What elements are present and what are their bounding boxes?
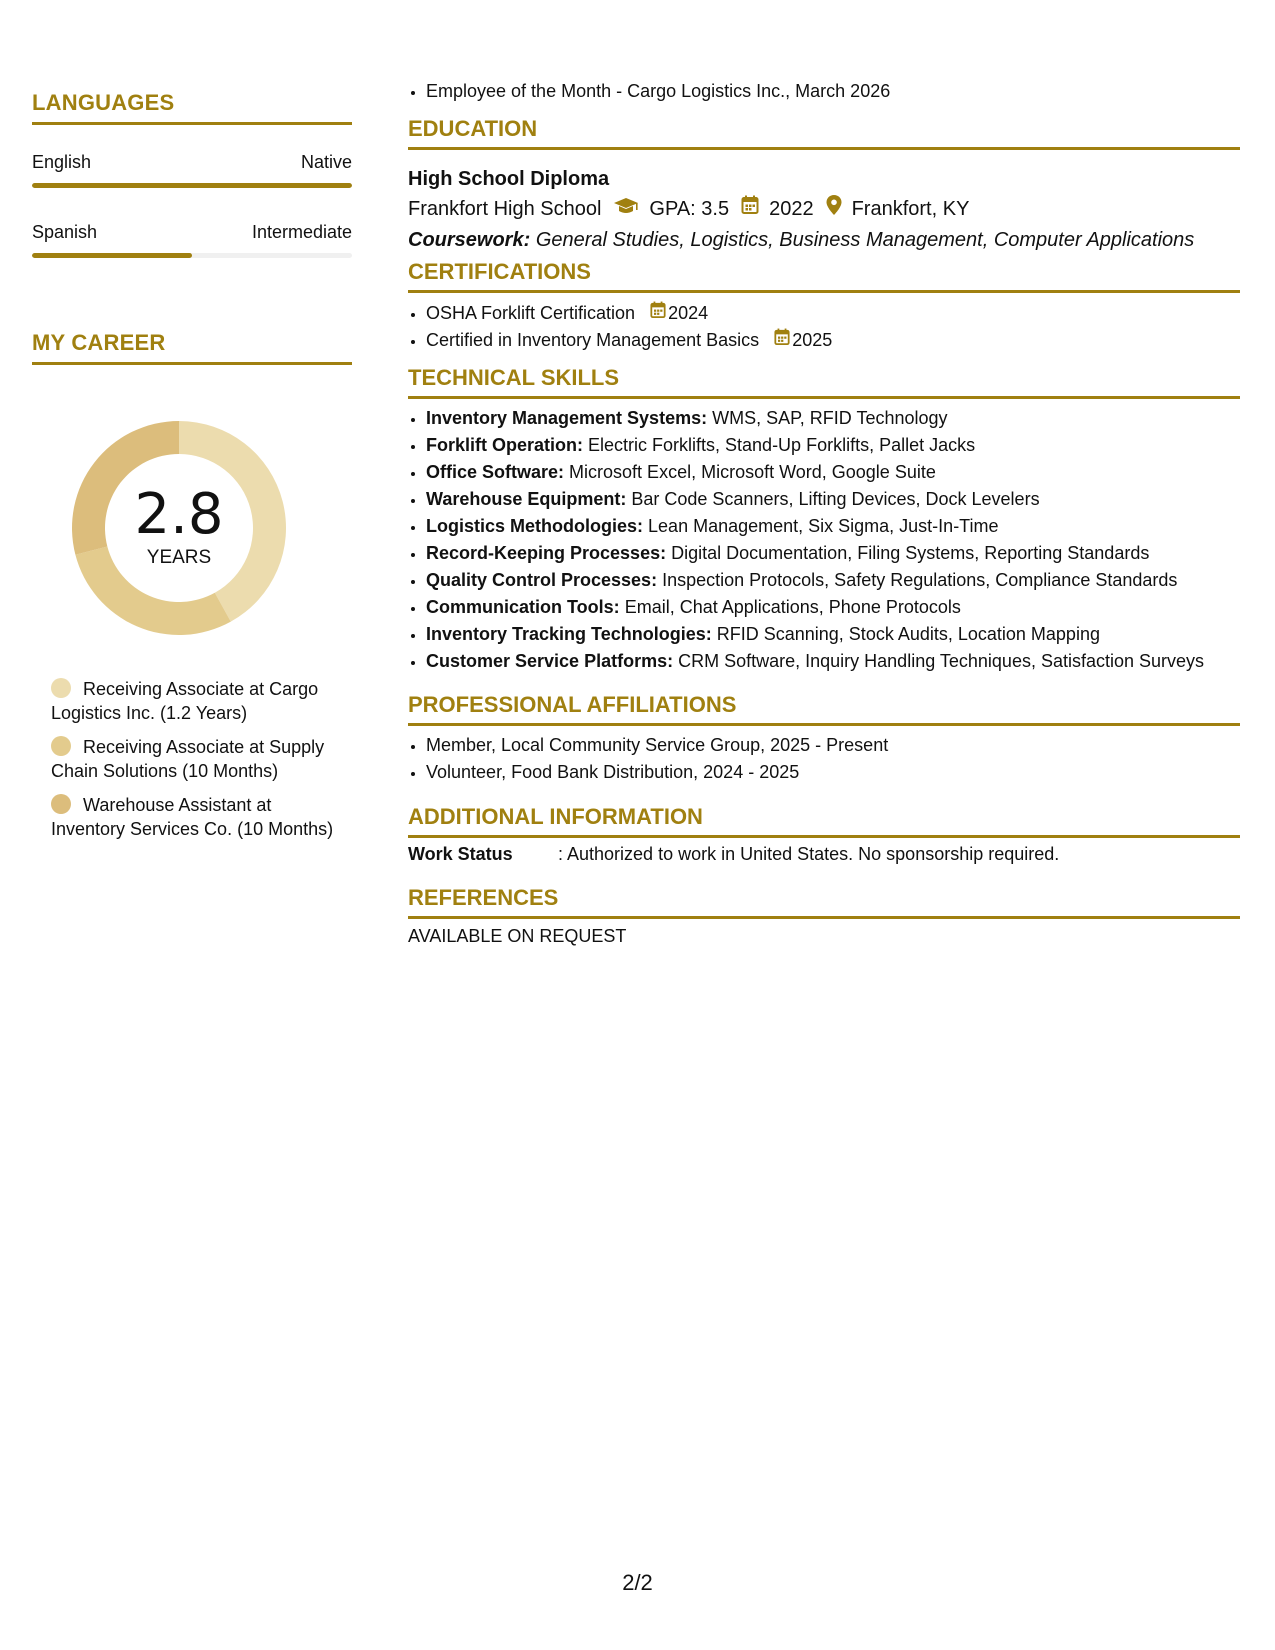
references-text: AVAILABLE ON REQUEST: [408, 926, 627, 946]
education-entry: [408, 164, 1240, 256]
coursework-text: General Studies, Logistics, Business Management, Computer Applications: [535, 229, 1195, 251]
skill-label: Record-Keeping Processes:: [426, 543, 667, 563]
certification-item: [426, 300, 832, 327]
graduation-cap-icon: [613, 194, 639, 225]
skill-value: Inspection Protocols, Safety Regulations, Compliance Standards: [662, 570, 1178, 590]
references-heading: REFERENCES: [408, 885, 1240, 919]
coursework-label: Coursework:: [408, 229, 531, 251]
certification-year: 2025: [792, 330, 833, 350]
page-number: 2/2: [622, 1570, 653, 1595]
donut-center: [66, 415, 292, 641]
calendar-icon: [650, 300, 666, 327]
affiliation-item: • Volunteer, Food Bank Distribution, 2024 - 2025: [426, 759, 888, 786]
graduation-year: 2022: [769, 198, 814, 220]
legend-dot: [51, 794, 71, 814]
skill-value: Lean Management, Six Sigma, Just-In-Time: [648, 516, 999, 536]
skills-list: [408, 405, 1204, 675]
career-item-text: Receiving Associate at Cargo Logistics Inc. (1.2 Years): [51, 679, 319, 723]
map-pin-icon: [826, 194, 842, 225]
skill-item: [426, 621, 1204, 648]
certification-year: 2024: [668, 303, 709, 323]
skill-item: [426, 459, 1204, 486]
skill-item: [426, 513, 1204, 540]
career-item: [51, 677, 341, 725]
work-status-label: Work Status: [408, 844, 513, 864]
calendar-icon: [774, 327, 790, 354]
skill-item: [426, 432, 1204, 459]
language-spanish: [32, 222, 352, 243]
career-donut: [66, 415, 292, 641]
additional-heading: ADDITIONAL INFORMATION: [408, 804, 1240, 838]
skill-value: Electric Forklifts, Stand-Up Forklifts, Pallet Jacks: [588, 435, 976, 455]
skill-value: WMS, SAP, RFID Technology: [712, 408, 948, 428]
skill-label: Customer Service Platforms:: [426, 651, 674, 671]
education-heading: EDUCATION: [408, 116, 1240, 150]
skill-value: Digital Documentation, Filing Systems, Reporting Standards: [671, 543, 1150, 563]
languages-heading: LANGUAGES: [32, 90, 352, 125]
language-bar-spanish: [32, 253, 352, 258]
certification-name: OSHA Forklift Certification: [426, 303, 636, 323]
skill-item: [426, 486, 1204, 513]
legend-dot: [51, 678, 71, 698]
skill-value: Microsoft Excel, Microsoft Word, Google Suite: [569, 462, 936, 482]
career-unit: YEARS: [146, 547, 212, 568]
work-status-value: : Authorized to work in United States. No sponsorship required.: [558, 844, 1060, 864]
certifications-heading: CERTIFICATIONS: [408, 259, 1240, 293]
skill-item: [426, 405, 1204, 432]
skill-label: Inventory Tracking Technologies:: [426, 624, 712, 644]
language-name: English: [32, 152, 92, 172]
skill-item: [426, 648, 1204, 675]
legend-dot: [51, 736, 71, 756]
skill-label: Inventory Management Systems:: [426, 408, 708, 428]
career-item-text: Warehouse Assistant at Inventory Services Co. (10 Months): [51, 795, 334, 839]
affiliations-heading: PROFESSIONAL AFFILIATIONS: [408, 692, 1240, 726]
work-status-row: [408, 844, 1059, 865]
language-level: Intermediate: [251, 222, 352, 242]
skill-item: [426, 540, 1204, 567]
career-heading: MY CAREER: [32, 330, 352, 365]
gpa: GPA: 3.5: [649, 198, 730, 220]
degree: High School Diploma: [408, 168, 610, 190]
career-item: [51, 793, 341, 841]
skill-label: Logistics Methodologies:: [426, 516, 644, 536]
language-level: Native: [300, 152, 352, 172]
career-total: 2.8: [134, 482, 224, 547]
language-english: [32, 152, 352, 173]
skill-value: Bar Code Scanners, Lifting Devices, Dock Levelers: [631, 489, 1040, 509]
school-location: Frankfort, KY: [851, 198, 970, 220]
school-name: Frankfort High School: [408, 198, 602, 220]
skill-value: CRM Software, Inquiry Handling Techniques, Satisfaction Surveys: [678, 651, 1205, 671]
language-name: Spanish: [32, 222, 98, 242]
career-item-text: Receiving Associate at Supply Chain Solutions (10 Months): [51, 737, 325, 781]
certifications-list: [408, 300, 832, 354]
skill-label: Communication Tools:: [426, 597, 620, 617]
awards-list: [408, 78, 890, 105]
skill-label: Warehouse Equipment:: [426, 489, 627, 509]
affiliation-item: • Member, Local Community Service Group, 2025 - Present: [426, 732, 888, 759]
education-details: [408, 194, 1240, 225]
award-item: • Employee of the Month - Cargo Logistics Inc., March 2026: [426, 78, 890, 105]
career-item: [51, 735, 341, 783]
affiliations-list: [408, 732, 888, 786]
certification-name: Certified in Inventory Management Basics: [426, 330, 760, 350]
skill-value: Email, Chat Applications, Phone Protocols: [624, 597, 961, 617]
language-fill: [32, 253, 192, 258]
career-list: [51, 677, 341, 851]
skill-item: [426, 594, 1204, 621]
skill-label: Quality Control Processes:: [426, 570, 658, 590]
skill-item: [426, 567, 1204, 594]
language-fill: [32, 183, 352, 188]
certification-item: [426, 327, 832, 354]
language-bar-english: [32, 183, 352, 188]
coursework: [408, 225, 1240, 256]
calendar-icon: [741, 194, 759, 225]
skill-label: Office Software:: [426, 462, 565, 482]
skill-value: RFID Scanning, Stock Audits, Location Mapping: [716, 624, 1100, 644]
skill-label: Forklift Operation:: [426, 435, 583, 455]
skills-heading: TECHNICAL SKILLS: [408, 365, 1240, 399]
